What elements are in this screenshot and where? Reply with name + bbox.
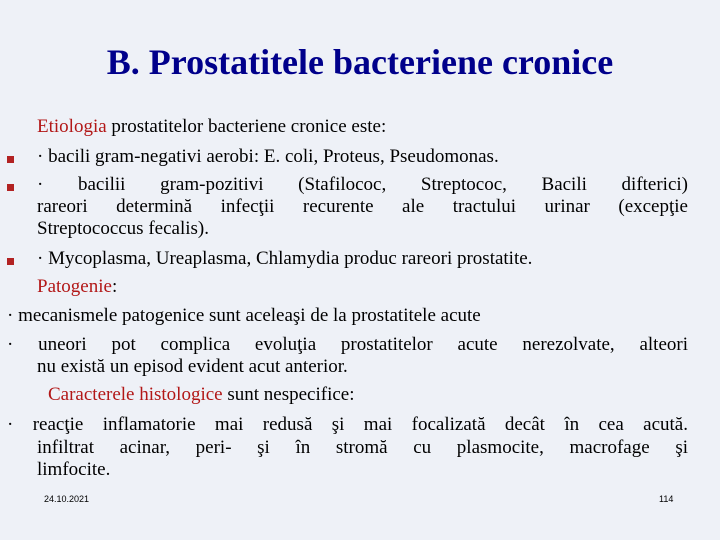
etiology-item-2-line-2: rareori determină infecţii recurente ale tractului urinar (excepţie (37, 196, 688, 217)
dot-bullet-icon: · (7, 305, 14, 326)
pathogenesis-item-1-text: mecanismele patogenice sunt aceleaşi de la prostatitele acute (13, 305, 481, 326)
square-bullet-icon (7, 148, 17, 170)
etiology-item-3 (37, 248, 688, 270)
square-bullet-icon (7, 250, 17, 272)
dot-bullet-icon: · (7, 414, 14, 435)
footer-page-number: 114 (659, 494, 674, 504)
etiology-item-2-line-3: Streptococcus fecalis). (37, 218, 209, 239)
dot-bullet-icon: · (37, 174, 44, 195)
footer-date: 24.10.2021 (44, 494, 90, 504)
etiology-item-2-line-1 (37, 174, 688, 196)
pathogenesis-item-2-line-1 (7, 334, 688, 356)
etiology-text: prostatitelor bacteriene cronice este: (106, 116, 387, 137)
slide-title: B. Prostatitele bacteriene cronice (106, 42, 614, 82)
etiology-item-1 (37, 146, 688, 168)
etiology-item-2-text-1: bacilii gram-pozitivi (Stafilococ, Streptococ, Bacili difterici) (43, 174, 688, 195)
histology-heading (48, 384, 699, 406)
histology-text: sunt nespecifice: (222, 384, 355, 405)
histology-item-1-line-1 (7, 414, 688, 436)
pathogenesis-item-2-text-1: uneori pot complica evoluţia prostatitelor acute nerezolvate, alteori (13, 334, 688, 355)
square-bullet-icon (7, 176, 17, 198)
histology-label: Caracterele histologice (48, 384, 223, 405)
dot-bullet-icon: · (37, 146, 44, 167)
dot-bullet-icon: · (7, 334, 14, 355)
pathogenesis-heading (37, 276, 688, 298)
etiology-item-1-text: bacili gram-negativi aerobi: E. coli, Proteus, Pseudomonas. (43, 146, 499, 167)
histology-item-1-text-1: reacţie inflamatorie mai redusă şi mai focalizată decât în cea acută. (13, 414, 688, 435)
dot-bullet-icon: · (37, 248, 44, 269)
etiology-label: Etiologia (37, 116, 107, 137)
histology-item-1-line-3: limfocite. (37, 459, 111, 480)
pathogenesis-label: Patogenie (37, 276, 112, 297)
etiology-heading (37, 116, 688, 138)
etiology-item-3-text: Mycoplasma, Ureaplasma, Chlamydia produc rareori prostatite. (43, 248, 533, 269)
pathogenesis-item-1 (7, 305, 688, 327)
pathogenesis-item-2-line-2: nu există un episod evident acut anterior. (37, 356, 348, 377)
histology-item-1-line-2: infiltrat acinar, peri- şi în stromă cu plasmocite, macrofage şi (37, 437, 688, 458)
pathogenesis-colon: : (111, 276, 118, 297)
